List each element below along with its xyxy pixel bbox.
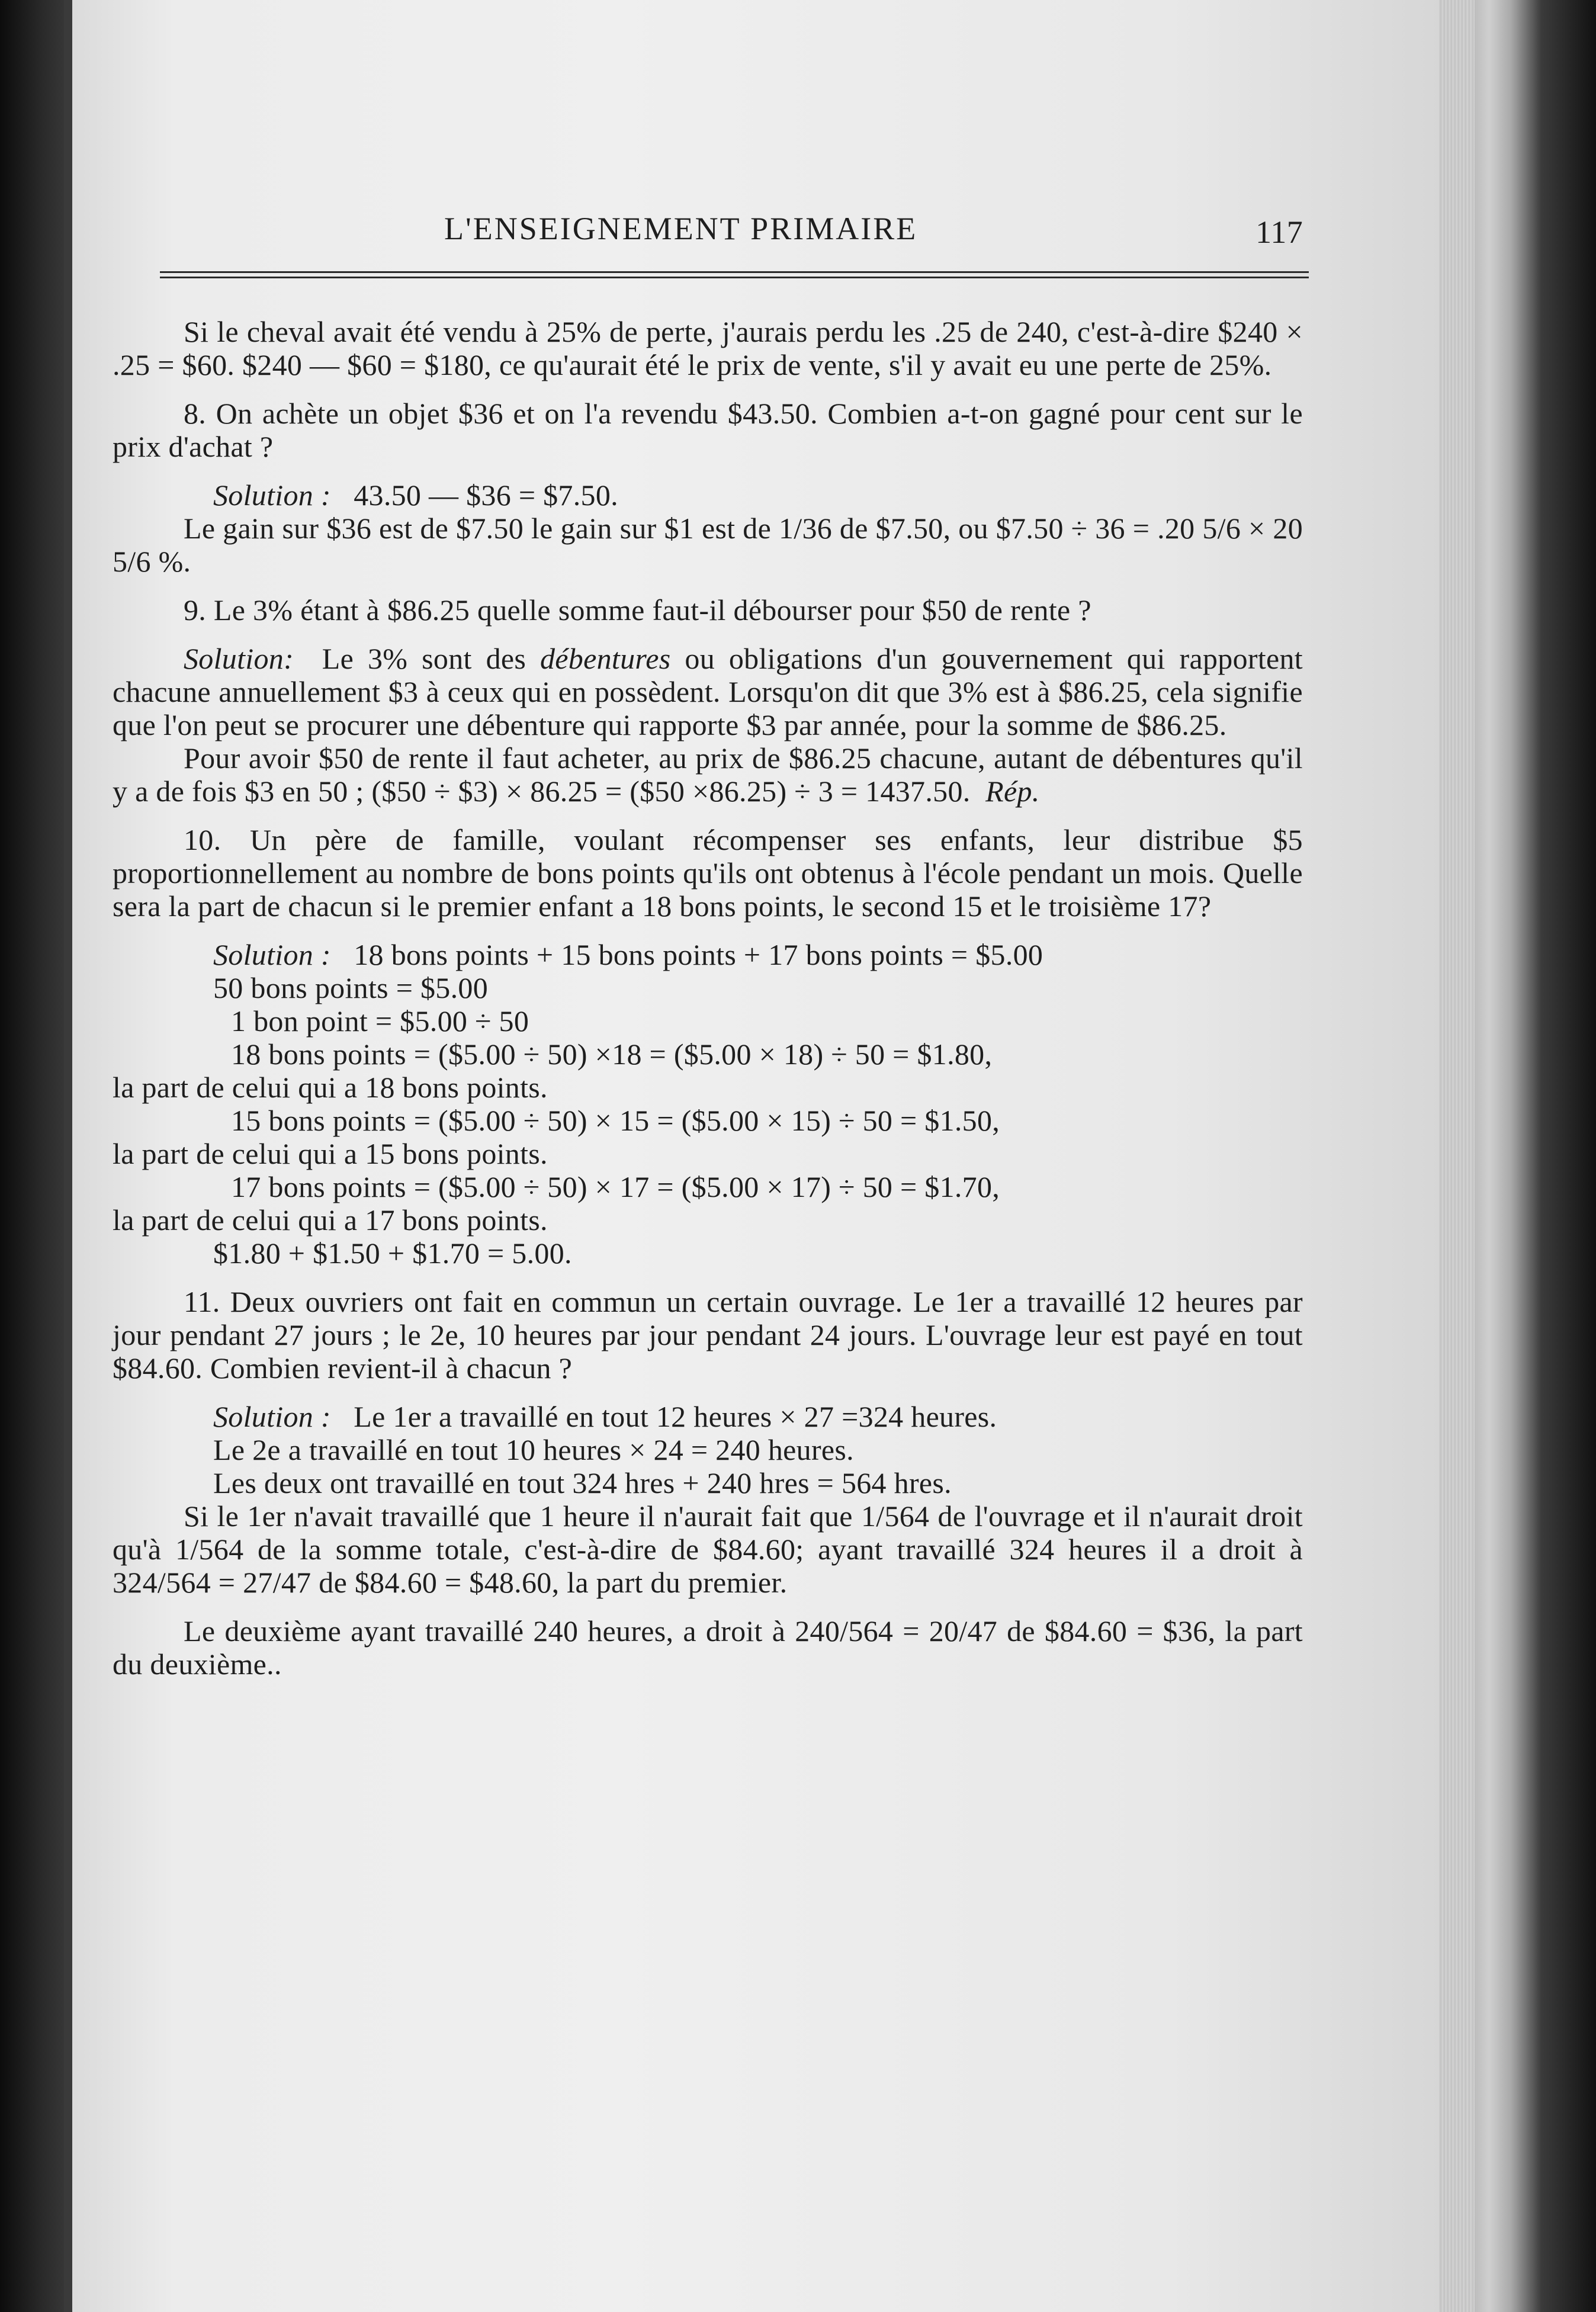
- solution-11-line-2: Le 2e a travaillé en tout 10 heures × 24 = 240 heures.: [213, 1433, 854, 1466]
- solution-10-calc-1: 18 bons points + 15 bons points + 17 bons points = $5.00: [354, 938, 1043, 971]
- solution-10-line-10: $1.80 + $1.50 + $1.70 = 5.00.: [213, 1237, 572, 1270]
- problem-11: 11. Deux ouvriers ont fait en commun un certain ouvrage. Le 1er a travaillé 12 heures par jour pendant 27 jours ; le 2e, 10 heures par jour pendant 24 jours. L'ouvrage leur est payé en tout $84.60. Combien revient-il à chacun ?: [113, 1285, 1303, 1385]
- solution-label: Solution :: [213, 1400, 331, 1433]
- paragraph-intro: Si le cheval avait été vendu à 25% de perte, j'aurais perdu les .25 de 240, c'est-à-dire $240 × .25 = $60. $240 — $60 = $180, ce qu'aurait été le prix de vente, s'il y avait eu une perte de 25%.: [113, 315, 1303, 381]
- problem-9: 9. Le 3% étant à $86.25 quelle somme faut-il débourser pour $50 de rente ?: [184, 593, 1091, 627]
- page-number: 117: [1255, 214, 1303, 250]
- problem-10: 10. Un père de famille, voulant récompenser ses enfants, leur distribue $5 proportionnellement au nombre de bons points qu'ils ont obtenus à l'école pendant un mois. Quelle sera la part de chacun si le premier enfant a 18 bons points, le second 15 et le troisième 17?: [113, 823, 1303, 923]
- solution-9-text-a: Le 3% sont des: [322, 642, 540, 675]
- solution-9-emphasis: débentures: [540, 642, 671, 675]
- solution-8-line-1: [113, 479, 1303, 512]
- solution-11-line-3: Les deux ont travaillé en tout 324 hres + 240 hres = 564 hres.: [213, 1466, 952, 1499]
- page-header: [113, 201, 1303, 266]
- solution-8-calc: 43.50 — $36 = $7.50.: [354, 479, 618, 512]
- solution-10-line-1: [113, 938, 1303, 971]
- solution-10-line-3: 1 bon point = $5.00 ÷ 50: [231, 1004, 529, 1038]
- solution-9-paragraph: [113, 642, 1303, 741]
- solution-9-text-b: ou obligations d'un gouvernement qui rapportent chacune annuellement $3 à ceux qui en possèdent. Lorsqu'on dit que 3% est à $86.25, cela signifie que l'on peut se procurer une débenture qui rapporte $3 par année, pour la somme de $86.25.: [113, 642, 1303, 741]
- answer-label: Rép.: [985, 775, 1040, 808]
- solution-11-paragraph-1: Si le 1er n'avait travaillé que 1 heure il n'aurait fait que 1/564 de l'ouvrage et il n'aurait droit qu'à 1/564 de la somme totale, c'est-à-dire de $84.60; ayant travaillé 324 heures il a droit à 324/564 = 27/47 de $84.60 = $48.60, la part du premier.: [113, 1499, 1303, 1599]
- page-content: [113, 201, 1303, 1681]
- solution-label: Solution :: [213, 479, 331, 512]
- problem-8: 8. On achète un objet $36 et on l'a revendu $43.50. Combien a-t-on gagné pour cent sur le prix d'achat ?: [113, 397, 1303, 463]
- solution-11-paragraph-2: Le deuxième ayant travaillé 240 heures, a droit à 240/564 = 20/47 de $84.60 = $36, la part du deuxième..: [113, 1614, 1303, 1681]
- solution-10-line-4: 18 bons points = ($5.00 ÷ 50) ×18 = ($5.00 × 18) ÷ 50 = $1.80,: [231, 1038, 993, 1071]
- solution-11-line-1: [113, 1400, 1303, 1433]
- page-gutter-shadow: [64, 0, 72, 2312]
- solution-label: Solution:: [184, 642, 294, 675]
- solution-9-paragraph-2: [113, 741, 1303, 808]
- page-stack-edge: [1439, 0, 1475, 2312]
- solution-10-line-8: 17 bons points = ($5.00 ÷ 50) × 17 = ($5.00 × 17) ÷ 50 = $1.70,: [231, 1170, 1000, 1203]
- solution-10-line-2: 50 bons points = $5.00: [213, 971, 488, 1004]
- solution-8-line-2: Le gain sur $36 est de $7.50 le gain sur $1 est de 1/36 de $7.50, ou $7.50 ÷ 36 = .20 5/6 × 20 5/6 %.: [113, 512, 1303, 578]
- header-double-rule: [160, 271, 1309, 280]
- solution-10-line-7: la part de celui qui a 15 bons points.: [113, 1137, 548, 1170]
- book-binding-edge: [0, 0, 71, 2312]
- running-head: L'ENSEIGNEMENT PRIMAIRE: [444, 211, 918, 246]
- scanner-background-edge: [1475, 0, 1596, 2312]
- solution-10-line-9: la part de celui qui a 17 bons points.: [113, 1203, 548, 1237]
- solution-label: Solution :: [213, 938, 331, 971]
- solution-9-calc: Pour avoir $50 de rente il faut acheter, au prix de $86.25 chacune, autant de débentures qu'il y a de fois $3 en 50 ; ($50 ÷ $3) × 86.25 = ($50 ×86.25) ÷ 3 = 1437.50.: [113, 741, 1303, 808]
- solution-10-line-5: la part de celui qui a 18 bons points.: [113, 1071, 548, 1104]
- solution-10-line-6: 15 bons points = ($5.00 ÷ 50) × 15 = ($5.00 × 15) ÷ 50 = $1.50,: [231, 1104, 1000, 1137]
- solution-11-calc-1: Le 1er a travaillé en tout 12 heures × 27 =324 heures.: [354, 1400, 997, 1433]
